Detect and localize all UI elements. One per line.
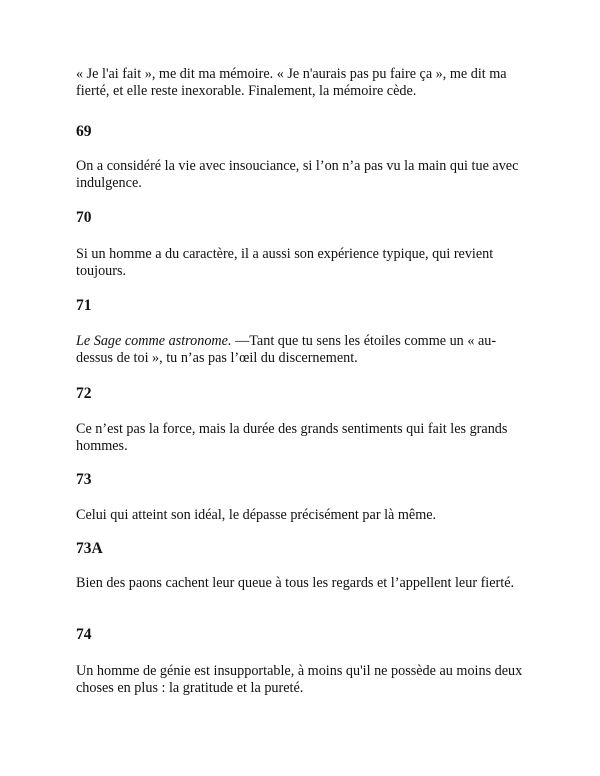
section-text-72: Ce n’est pas la force, mais la durée des grands sentiments qui fait les grands hommes.: [76, 421, 508, 454]
section-heading-69: 69: [76, 123, 92, 140]
section-text-71: [76, 333, 526, 367]
section-text-69: On a considéré la vie avec insouciance, si l’on n’a pas vu la main qui tue avec indulgence.: [76, 158, 519, 191]
section-text-73a: Bien des paons cachent leur queue à tous les regards et l’appellent leur fierté.: [76, 575, 515, 591]
section-heading-72: 72: [76, 385, 92, 402]
section-heading-70: 70: [76, 209, 92, 226]
section-text-70: Si un homme a du caractère, il a aussi son expérience typique, qui revient toujours.: [76, 246, 494, 279]
section-text-73: Celui qui atteint son idéal, le dépasse précisément par là même.: [76, 507, 437, 523]
section-heading-73a: 73A: [76, 540, 103, 557]
section-heading-73: 73: [76, 471, 92, 488]
section-heading-74: 74: [76, 626, 92, 643]
section-text-74: Un homme de génie est insupportable, à moins qu'il ne possède au moins deux choses en plus : la gratitude et la pureté.: [76, 663, 523, 696]
intro-paragraph: « Je l'ai fait », me dit ma mémoire. « Je n'aurais pas pu faire ça », me dit ma fierté, et elle reste inexorable. Finalement, la mémoire cède.: [76, 66, 507, 99]
section-heading-71: 71: [76, 297, 92, 314]
section-title-71: Le Sage comme astronome.: [76, 333, 232, 349]
section-body-71: —Tant que tu sens les étoiles comme un « au-dessus de toi », tu n’as pas l’œil du discernement.: [76, 333, 497, 366]
